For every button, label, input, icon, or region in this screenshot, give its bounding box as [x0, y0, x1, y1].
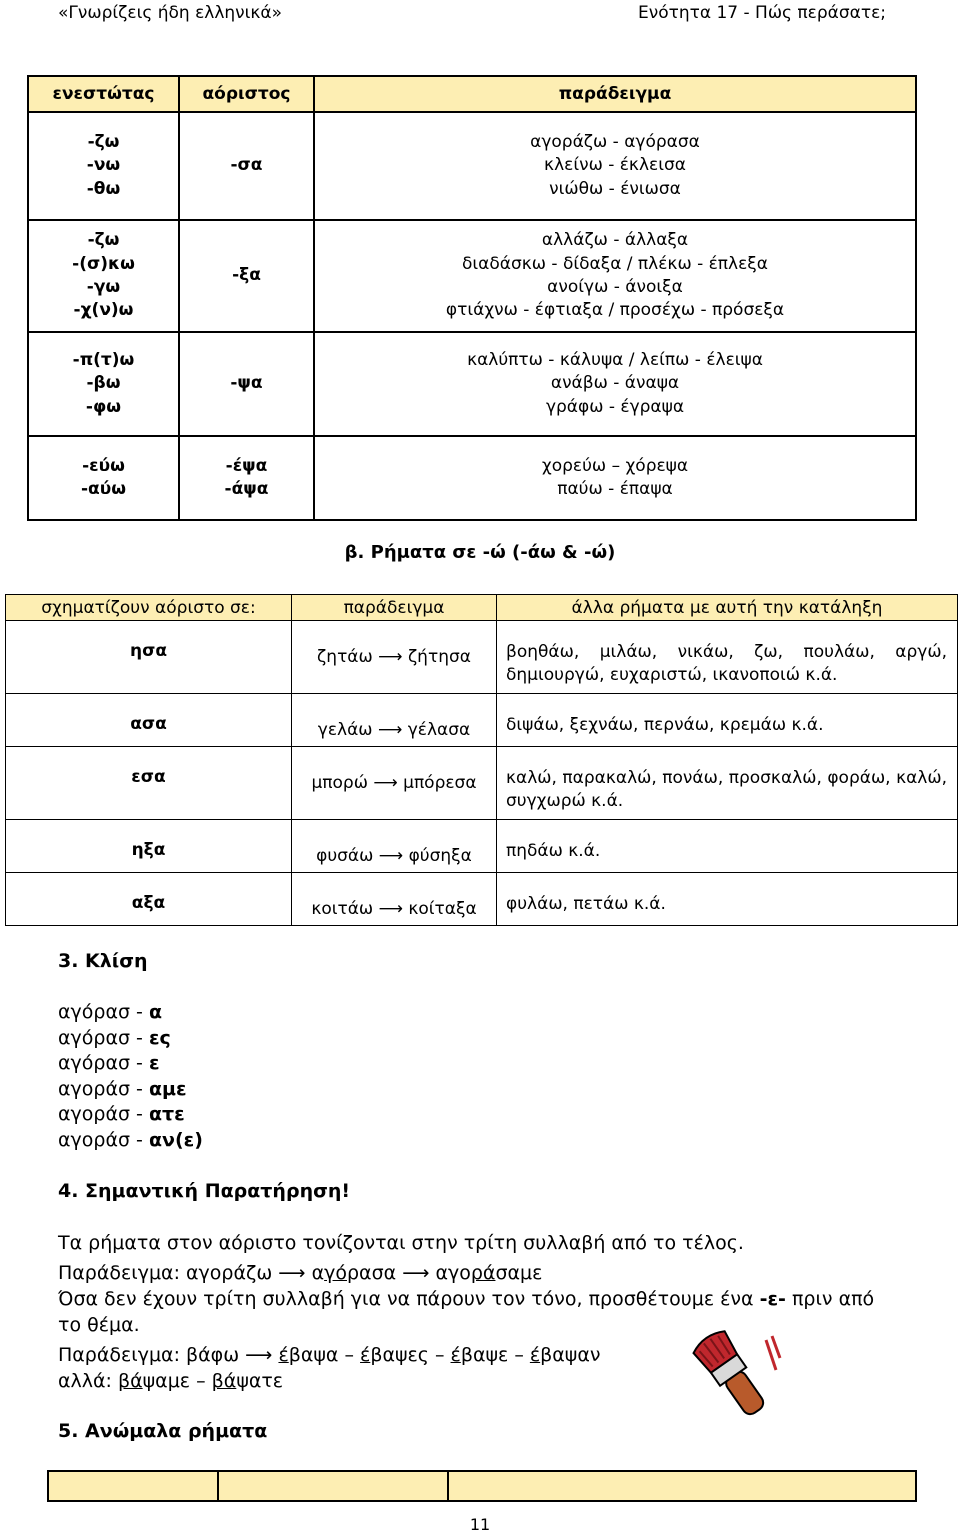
aorist-ending: -σα: [179, 112, 314, 220]
table-row: [28, 332, 916, 436]
paint-brush-icon: [684, 1326, 784, 1426]
header-cell: [218, 1471, 448, 1501]
section-4-title: 4. Σημαντική Παρατήρηση!: [58, 1180, 351, 1202]
list-item: αγόρασ - α: [58, 1001, 163, 1023]
example-cell: [292, 694, 497, 747]
verb-aorist: γέλασα: [407, 720, 471, 740]
table-row: [28, 436, 916, 520]
arrow-icon: ⟶: [278, 1262, 306, 1284]
arrow-icon: ⟶: [373, 773, 398, 793]
header-unit: Ενότητα 17 - Πώς περάσατε;: [637, 3, 886, 23]
aorist-ending: αξα: [6, 873, 292, 926]
examples: καλύπτω - κάλυψα / λείπω - έλειψα ανάβω - άναψα γράφω - έγραψα: [314, 332, 916, 436]
section-b-title: β. Ρήματα σε -ώ (-άω & -ώ): [344, 542, 616, 563]
irregular-verbs-table-header: [47, 1470, 917, 1502]
verb-present: μπορώ: [311, 773, 368, 793]
list-item: αγοράσ - αν(ε): [58, 1128, 203, 1151]
other-verbs: βοηθάω, μιλάω, νικάω, ζω, πουλάω, αργώ, δημιουργώ, ευχαριστώ, ικανοποιώ κ.ά.: [497, 621, 958, 694]
arrow-icon: ⟶: [245, 1344, 273, 1366]
example-cell: [292, 747, 497, 820]
table-row: [6, 873, 958, 926]
col-header-other-verbs: άλλα ρήματα με αυτή την κατάληξη: [497, 595, 958, 621]
aorist-ending: -ψα: [179, 332, 314, 436]
col-header-aorist: αόριστος: [179, 76, 314, 112]
other-verbs: πηδάω κ.ά.: [497, 820, 958, 873]
section-3-title: 3. Κλίση: [58, 950, 148, 972]
example-cell: [292, 820, 497, 873]
col-header-example: παράδειγμα: [292, 595, 497, 621]
examples: χορεύω – χόρεψα παύω - έπαψα: [314, 436, 916, 520]
table-row: [6, 747, 958, 820]
verb-present: φυσάω: [316, 846, 374, 866]
table-row: [6, 694, 958, 747]
present-endings: -π(τ)ω -βω -φω: [28, 332, 179, 436]
other-verbs: καλώ, παρακαλώ, πονάω, προσκαλώ, φοράω, καλώ, συγχωρώ κ.ά.: [497, 747, 958, 820]
col-header-forms: σχηματίζουν αόριστο σε:: [6, 595, 292, 621]
example-1: Παράδειγμα: αγοράζω ⟶ αγόρασα ⟶ αγοράσαμε: [58, 1262, 543, 1284]
aorist-ending: -ξα: [179, 220, 314, 332]
present-endings: -ζω -(σ)κω -γω -χ(ν)ω: [28, 220, 179, 332]
present-endings: -εύω -αύω: [28, 436, 179, 520]
aorist-ending: ησα: [6, 621, 292, 694]
example-but: αλλά: βάψαμε – βάψατε: [58, 1370, 284, 1392]
present-endings: -ζω -νω -θω: [28, 112, 179, 220]
aorist-ending: ασα: [6, 694, 292, 747]
verb-aorist: μπόρεσα: [403, 773, 477, 793]
aorist-ending: -έψα -άψα: [179, 436, 314, 520]
verb-aorist: ζήτησα: [407, 647, 471, 667]
col-header-present: ενεστώτας: [28, 76, 179, 112]
header-title: «Γνωρίζεις ήδη ελληνικά»: [58, 3, 283, 23]
verb-aorist: κοίταξα: [408, 899, 477, 919]
example-cell: [292, 621, 497, 694]
page-number: 11: [469, 1515, 491, 1534]
verb-present: ζητάω: [317, 647, 373, 667]
examples: αλλάζω - άλλαξα διαδάσκω - δίδαξα / πλέκω - έπλεξα ανοίγω - άνοιξα φτιάχνω - έφτιαξα / προσέχω - πρόσεξα: [314, 220, 916, 332]
arrow-icon: ⟶: [377, 720, 403, 740]
aorist-ending: ηξα: [6, 820, 292, 873]
examples: αγοράζω - αγόρασα κλείνω - έκλεισα νιώθω - ένιωσα: [314, 112, 916, 220]
list-item: αγόρασ - ες: [58, 1026, 171, 1049]
arrow-icon: ⟶: [378, 846, 404, 866]
header-cell: [48, 1471, 218, 1501]
augment-rule: Όσα δεν έχουν τρίτη συλλαβή για να πάρουν τον τόνο, προσθέτουμε ένα -ε- πριν από το θέμα.: [58, 1288, 875, 1336]
aorist-table-1: [27, 75, 917, 521]
arrow-icon: ⟶: [378, 899, 403, 919]
stress-rule: Τα ρήματα στον αόριστο τονίζονται στην τρίτη συλλαβή από το τέλος.: [58, 1232, 744, 1254]
table-row: [28, 112, 916, 220]
aorist-table-2: [5, 594, 958, 926]
table-row: [6, 621, 958, 694]
arrow-icon: ⟶: [402, 1262, 430, 1284]
other-verbs: φυλάω, πετάω κ.ά.: [497, 873, 958, 926]
verb-present: κοιτάω: [311, 899, 374, 919]
verb-aorist: φύσηξα: [408, 846, 472, 866]
list-item: αγόρασ - ε: [58, 1052, 160, 1074]
table-row: [28, 220, 916, 332]
section-5-title: 5. Ανώμαλα ρήματα: [58, 1420, 268, 1442]
verb-present: γελάω: [317, 720, 373, 740]
aorist-ending: εσα: [6, 747, 292, 820]
other-verbs: διψάω, ξεχνάω, περνάω, κρεμάω κ.ά.: [497, 694, 958, 747]
table-row: [6, 820, 958, 873]
arrow-icon: ⟶: [378, 647, 403, 667]
example-cell: [292, 873, 497, 926]
list-item: αγοράσ - ατε: [58, 1103, 185, 1125]
example-2: Παράδειγμα: βάφω ⟶ έβαψα – έβαψες – έβαψε – έβαψαν: [58, 1344, 601, 1366]
col-header-example: παράδειγμα: [314, 76, 916, 112]
header-cell: [448, 1471, 916, 1501]
conjugation-list: [58, 1000, 203, 1153]
list-item: αγοράσ - αμε: [58, 1077, 187, 1100]
